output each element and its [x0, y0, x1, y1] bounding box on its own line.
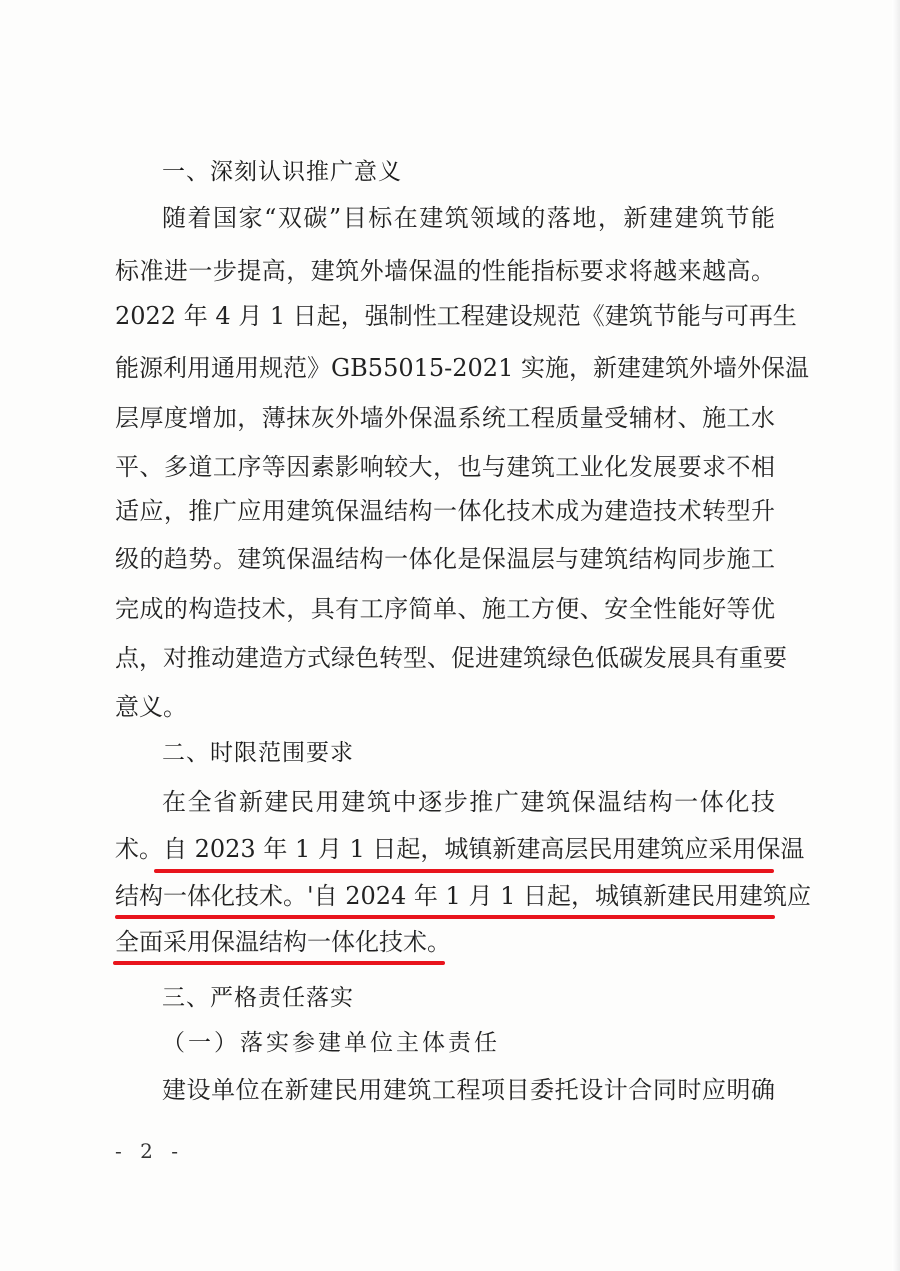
highlight-underline — [115, 915, 775, 919]
section-heading-1: 一、深刻认识推广意义 — [162, 159, 402, 185]
paragraph-line: 结构一体化技术。'自 2024 年 1 月 1 日起，城镇新建民用建筑应 — [115, 882, 811, 910]
paragraph-line: 完成的构造技术，具有工序简单、施工方便、安全性能好等优 — [115, 595, 775, 623]
paragraph-line: 层厚度增加，薄抹灰外墙外保温系统工程质量受辅材、施工水 — [115, 404, 775, 432]
subsection-heading: （一）落实参建单位主体责任 — [162, 1030, 500, 1056]
paragraph-line: 平、多道工序等因素影响较大，也与建筑工业化发展要求不相 — [115, 453, 775, 481]
paragraph-line: 级的趋势。建筑保温结构一体化是保温层与建筑结构同步施工 — [115, 545, 775, 573]
highlight-underline — [113, 961, 445, 965]
section-heading-2: 二、时限范围要求 — [162, 740, 354, 766]
page-number: - 2 - — [115, 1139, 184, 1163]
highlight-underline — [154, 869, 774, 873]
paragraph-line: 能源利用通用规范》GB55015-2021 实施，新建建筑外墙外保温 — [115, 354, 809, 382]
paragraph-line: 适应，推广应用建筑保温结构一体化技术成为建造技术转型升 — [115, 497, 775, 525]
paragraph-line: 2022 年 4 月 1 日起，强制性工程建设规范《建筑节能与可再生 — [115, 302, 797, 330]
paragraph-line: 全面采用保温结构一体化技术。 — [115, 928, 451, 956]
page-edge-shadow — [892, 0, 900, 1271]
paragraph-line: 建设单位在新建民用建筑工程项目委托设计合同时应明确 — [162, 1076, 775, 1104]
paragraph-line: 点，对推动建造方式绿色转型、促进建筑绿色低碳发展具有重要 — [115, 644, 787, 672]
paragraph-line: 随着国家“双碳”目标在建筑领域的落地，新建建筑节能 — [162, 204, 775, 232]
paragraph-line: 标准进一步提高，建筑外墙保温的性能指标要求将越来越高。 — [115, 257, 775, 285]
paragraph-line: 在全省新建民用建筑中逐步推广建筑保温结构一体化技 — [162, 788, 775, 816]
section-heading-3: 三、严格责任落实 — [162, 985, 354, 1011]
paragraph-line: 术。自 2023 年 1 月 1 日起，城镇新建高层民用建筑应采用保温 — [115, 835, 805, 863]
paragraph-line: 意义。 — [115, 693, 187, 721]
